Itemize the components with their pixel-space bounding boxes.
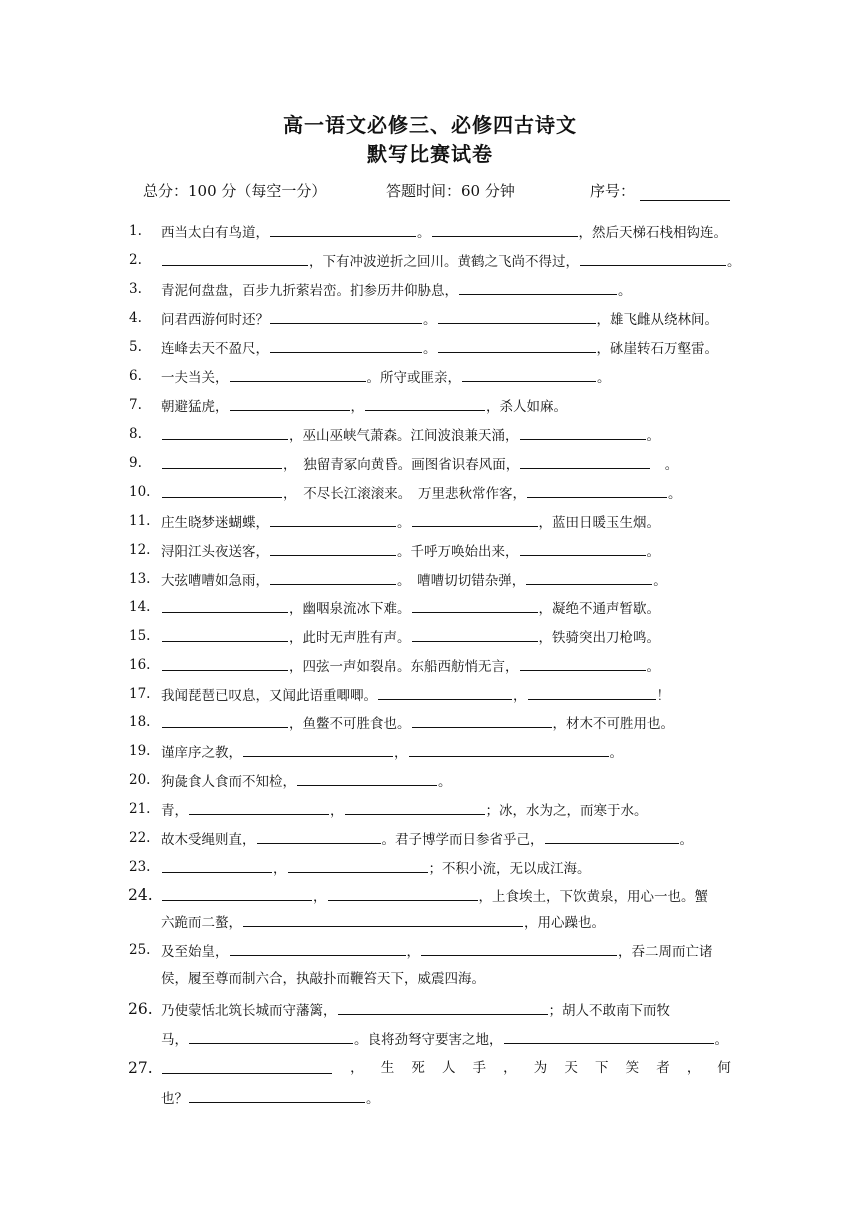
question-number: 9. <box>129 455 142 471</box>
question-number: 11. <box>129 513 151 529</box>
question-number: 27. <box>128 1059 153 1077</box>
question-line <box>161 483 731 503</box>
question-number: 17. <box>129 686 151 702</box>
question-text: 。 <box>423 341 437 357</box>
question-text: ， <box>313 889 327 905</box>
question-number: 8. <box>129 426 142 442</box>
question-text: 天 <box>564 1060 578 1076</box>
question-number: 4. <box>129 310 142 326</box>
question-text: 死 <box>411 1060 425 1076</box>
answer-blank[interactable] <box>162 886 312 901</box>
question-number: 7. <box>129 397 142 413</box>
question-text: ；不积小流，无以成江海。 <box>428 861 591 877</box>
question-text: ，四弦一声如裂帛。东船西舫悄无言， <box>289 659 519 675</box>
question-text: 。所守或匪亲， <box>366 370 461 386</box>
total-score: 总分：100 分（每空一分） <box>143 182 327 200</box>
question-text: ，鱼鳖不可胜食也。 <box>289 716 411 732</box>
answer-blank[interactable] <box>412 512 538 527</box>
question-text: ，杀人如麻。 <box>486 399 567 415</box>
question-line <box>161 512 731 532</box>
question-number: 2. <box>129 252 142 268</box>
question-number: 19. <box>129 743 151 759</box>
question-number: 5. <box>129 339 142 355</box>
answer-blank[interactable] <box>438 309 596 324</box>
question-text: ，上食埃土，下饮黄泉，用心一也。蟹 <box>478 889 708 905</box>
question-text: ， <box>394 745 408 761</box>
question-line <box>161 829 731 849</box>
answer-blank[interactable] <box>270 222 416 237</box>
question-text: ， <box>350 1060 364 1076</box>
question-text: ， <box>686 1060 701 1076</box>
answer-blank[interactable] <box>378 685 512 700</box>
question-text: ，幽咽泉流冰下难。 <box>289 601 411 617</box>
question-number: 12. <box>129 542 151 558</box>
answer-blank[interactable] <box>338 1000 548 1015</box>
question-text: 人 <box>441 1060 456 1076</box>
sequence-label: 序号： <box>590 182 636 200</box>
question-text: ，下有冲波逆折之回川。黄鹤之飞尚不得过， <box>309 254 579 270</box>
question-line <box>161 771 731 791</box>
question-text: 西当太白有鸟道， <box>161 225 269 241</box>
answer-blank[interactable] <box>412 598 538 613</box>
question-text: 。 <box>646 659 660 675</box>
question-text: ， <box>273 861 287 877</box>
question-text: 也？ <box>161 1091 188 1107</box>
question-text: 大弦嘈嘈如急雨， <box>161 573 269 589</box>
answer-blank[interactable] <box>230 396 350 411</box>
question-number: 14. <box>129 599 151 615</box>
question-text: ！ <box>656 688 670 704</box>
question-number: 16. <box>129 657 151 673</box>
answer-blank[interactable] <box>328 886 478 901</box>
question-text: ， <box>513 688 527 704</box>
answer-blank[interactable] <box>438 338 596 353</box>
question-line <box>161 367 731 387</box>
question-text: ，蓝田日暖玉生烟。 <box>538 515 660 531</box>
question-text: 故木受绳则直， <box>161 832 256 848</box>
answer-blank[interactable] <box>412 627 538 642</box>
answer-blank[interactable] <box>162 858 272 873</box>
answer-blank[interactable] <box>243 742 393 757</box>
question-text: 者 <box>656 1060 670 1076</box>
question-number: 26. <box>128 1000 153 1018</box>
question-text: 。 <box>668 486 682 502</box>
answer-blank[interactable] <box>162 1059 332 1074</box>
question-line <box>161 338 731 358</box>
question-text: 侯，履至尊而制六合，执敲扑而鞭笞天下，威震四海。 <box>161 971 485 987</box>
answer-blank[interactable] <box>189 1088 365 1103</box>
question-text: 六跪而二螯， <box>161 915 242 931</box>
answer-time: 答题时间：60 分钟 <box>386 182 515 200</box>
answer-blank[interactable] <box>270 512 396 527</box>
answer-blank[interactable] <box>412 713 552 728</box>
answer-blank[interactable] <box>462 367 596 382</box>
question-line <box>161 598 731 618</box>
question-line <box>161 713 731 733</box>
answer-blank[interactable] <box>288 858 428 873</box>
answer-blank[interactable] <box>243 912 523 927</box>
question-text: 问君西游何时还？ <box>161 312 269 328</box>
question-line <box>161 858 731 878</box>
answer-blank[interactable] <box>545 829 679 844</box>
question-number: 10. <box>129 484 151 500</box>
answer-blank[interactable] <box>162 627 288 642</box>
question-number: 20. <box>129 772 151 788</box>
question-text: 笑 <box>625 1060 640 1076</box>
question-text: ，凝绝不通声暂歇。 <box>538 601 660 617</box>
answer-blank[interactable] <box>297 771 437 786</box>
question-line <box>161 309 731 329</box>
answer-blank[interactable] <box>527 483 667 498</box>
question-number: 18. <box>129 714 151 730</box>
answer-blank[interactable] <box>526 570 652 585</box>
question-text: 狗彘食人食而不知检， <box>161 774 296 790</box>
question-text: ， <box>406 944 420 960</box>
question-number: 24. <box>128 886 153 904</box>
question-number: 13. <box>129 571 151 587</box>
answer-blank[interactable] <box>421 941 617 956</box>
question-text: ，雄飞雌从绕林间。 <box>596 312 718 328</box>
question-number: 22. <box>129 830 151 846</box>
answer-blank[interactable] <box>345 800 485 815</box>
question-line <box>161 970 731 988</box>
question-text: ；胡人不敢南下而牧 <box>548 1003 670 1019</box>
question-line <box>161 800 731 820</box>
question-text: 。千呼万唤始出来， <box>397 544 519 560</box>
question-text: 下 <box>594 1060 609 1076</box>
answer-blank[interactable] <box>270 541 396 556</box>
question-text: 。 <box>417 225 431 241</box>
question-text: 。君子博学而日参省乎己， <box>381 832 544 848</box>
answer-blank[interactable] <box>520 425 646 440</box>
answer-blank[interactable] <box>504 1029 714 1044</box>
question-text: 青， <box>161 803 188 819</box>
question-number: 23. <box>129 859 151 875</box>
question-number: 15. <box>129 628 151 644</box>
answer-blank[interactable] <box>162 598 288 613</box>
question-text: 。 <box>714 1032 728 1048</box>
question-text: 一夫当关， <box>161 370 229 386</box>
question-text: 浔阳江头夜送客， <box>161 544 269 560</box>
question-text: 庄生晓梦迷蝴蝶， <box>161 515 269 531</box>
exam-title: 高一语文必修三、必修四古诗文 <box>283 113 577 137</box>
question-text: 。 <box>646 428 660 444</box>
answer-blank[interactable] <box>432 222 578 237</box>
question-text: 及至始皇， <box>161 944 229 960</box>
question-text: 。 <box>423 312 437 328</box>
question-text: 。 <box>618 283 632 299</box>
question-text: 马， <box>161 1032 188 1048</box>
answer-blank[interactable] <box>162 251 308 266</box>
question-text: ， <box>330 803 344 819</box>
answer-blank[interactable] <box>230 367 366 382</box>
question-line <box>161 1088 731 1108</box>
answer-blank[interactable] <box>162 483 282 498</box>
question-text: 手 <box>472 1060 487 1076</box>
exam-info <box>0 180 860 202</box>
question-line <box>161 541 731 561</box>
question-line <box>161 222 731 242</box>
question-text: ， 独留青冢向黄昏。画图省识春风面， <box>283 457 520 473</box>
question-text: 。 <box>653 573 667 589</box>
question-text: ，巫山巫峡气萧森。江间波浪兼天涌， <box>289 428 519 444</box>
question-line <box>161 912 731 932</box>
question-line <box>161 886 731 906</box>
question-text: 。 <box>397 515 411 531</box>
answer-blank[interactable] <box>257 829 381 844</box>
question-text: 连峰去天不盈尺， <box>161 341 269 357</box>
sequence-field[interactable] <box>640 200 730 201</box>
question-text: 生 <box>380 1060 395 1076</box>
answer-blank[interactable] <box>580 251 726 266</box>
question-line <box>161 1000 731 1020</box>
answer-blank[interactable] <box>162 454 282 469</box>
question-text: 。 <box>438 774 452 790</box>
question-line <box>161 251 741 271</box>
question-text: ；冰，水为之，而寒于水。 <box>485 803 648 819</box>
answer-blank[interactable] <box>189 800 329 815</box>
question-text: 谨庠序之教， <box>161 745 242 761</box>
question-text: 。 <box>366 1091 380 1107</box>
question-text: ，铁骑突出刀枪鸣。 <box>538 630 660 646</box>
question-text: ， <box>350 399 364 415</box>
question-text: 。 <box>597 370 611 386</box>
question-text: 。 <box>651 457 679 473</box>
question-text: 。 嘈嘈切切错杂弹， <box>397 573 526 589</box>
answer-blank[interactable] <box>162 425 288 440</box>
question-number: 6. <box>129 368 142 384</box>
question-number: 1. <box>129 223 142 239</box>
question-number: 25. <box>129 942 151 958</box>
question-text: 。 <box>646 544 660 560</box>
question-line <box>161 425 731 445</box>
question-text: 我闻琵琶已叹息，又闻此语重唧唧。 <box>161 688 377 704</box>
question-text: ，吞二周而亡诸 <box>618 944 713 960</box>
question-line <box>161 656 731 676</box>
question-number: 3. <box>129 281 142 297</box>
question-text: 。 <box>609 745 623 761</box>
answer-blank[interactable] <box>270 338 422 353</box>
question-line <box>161 685 731 705</box>
question-text: ，此时无声胜有声。 <box>289 630 411 646</box>
answer-blank[interactable] <box>528 685 656 700</box>
question-text: ，然后天梯石栈相钩连。 <box>578 225 727 241</box>
answer-blank[interactable] <box>520 454 650 469</box>
answer-blank[interactable] <box>520 541 646 556</box>
question-text: 。 <box>727 254 741 270</box>
question-text: ， <box>503 1060 517 1076</box>
question-line <box>161 396 731 416</box>
question-line <box>161 627 731 647</box>
question-text: 乃使蒙恬北筑长城而守藩篱， <box>161 1003 337 1019</box>
answer-blank[interactable] <box>409 742 609 757</box>
question-line <box>161 570 731 590</box>
answer-blank[interactable] <box>270 570 396 585</box>
question-text: ， 不尽长江滚滚来。 万里悲秋常作客， <box>283 486 526 502</box>
question-text: ，砯崖转石万壑雷。 <box>596 341 718 357</box>
question-text: 朝避猛虎， <box>161 399 229 415</box>
question-text: 为 <box>533 1060 548 1076</box>
answer-blank[interactable] <box>365 396 485 411</box>
question-number: 21. <box>129 801 151 817</box>
question-line <box>161 941 731 961</box>
question-text: ，用心躁也。 <box>524 915 605 931</box>
question-line <box>161 280 731 300</box>
question-line <box>161 1029 731 1049</box>
answer-blank[interactable] <box>459 280 617 295</box>
question-text: 青泥何盘盘，百步九折萦岩峦。扪参历井仰胁息， <box>161 283 458 299</box>
answer-blank[interactable] <box>162 656 288 671</box>
answer-blank[interactable] <box>189 1029 353 1044</box>
answer-blank[interactable] <box>520 656 646 671</box>
question-text: ，材木不可胜用也。 <box>552 716 674 732</box>
exam-subtitle: 默写比赛试卷 <box>367 142 493 166</box>
answer-blank[interactable] <box>162 713 288 728</box>
question-line <box>161 742 731 762</box>
question-text: 何 <box>717 1060 731 1076</box>
question-line <box>161 454 731 474</box>
answer-blank[interactable] <box>270 309 422 324</box>
answer-blank[interactable] <box>230 941 406 956</box>
question-line <box>161 1059 731 1077</box>
question-text: 。良将劲弩守要害之地， <box>354 1032 503 1048</box>
question-text: 。 <box>679 832 693 848</box>
